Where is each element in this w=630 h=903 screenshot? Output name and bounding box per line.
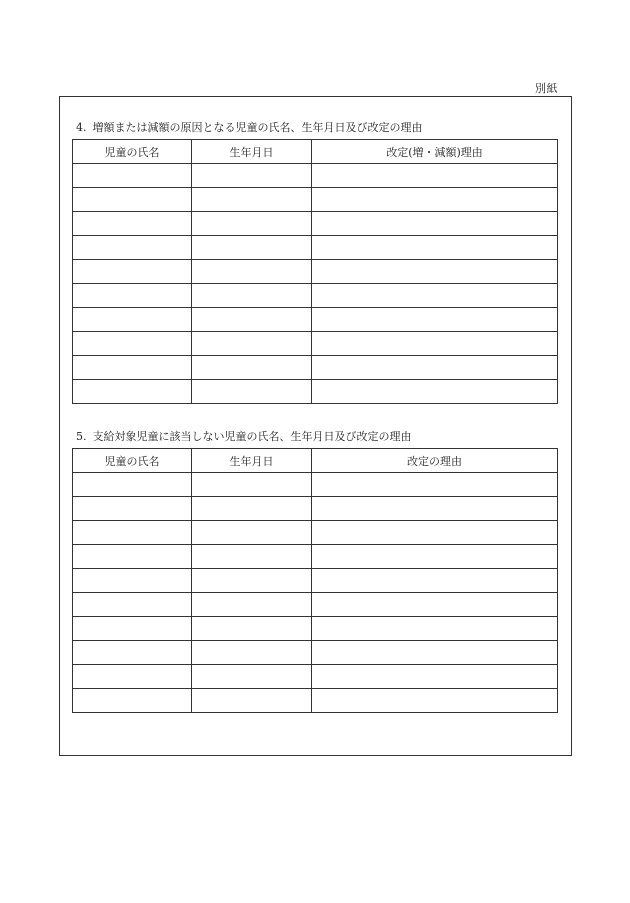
table-row — [73, 212, 558, 236]
child-name-cell[interactable] — [73, 356, 192, 380]
section-5-title — [76, 430, 412, 444]
section-5-number: 5. — [76, 430, 87, 443]
revision-reason-cell[interactable] — [312, 236, 558, 260]
birth-date-cell[interactable] — [192, 212, 312, 236]
child-name-cell[interactable] — [73, 521, 192, 545]
child-name-cell[interactable] — [73, 497, 192, 521]
section-4-title-text: 増額または減額の原因となる児童の氏名、生年月日及び改定の理由 — [92, 121, 423, 134]
revision-reason-cell[interactable] — [312, 380, 558, 404]
revision-reason-cell[interactable] — [312, 212, 558, 236]
child-name-cell[interactable] — [73, 545, 192, 569]
revision-reason-cell[interactable] — [312, 689, 558, 713]
child-name-cell[interactable] — [73, 332, 192, 356]
section-5-header-row — [73, 449, 558, 473]
table-row — [73, 473, 558, 497]
section-5-title-text: 支給対象児童に該当しない児童の氏名、生年月日及び改定の理由 — [92, 430, 412, 443]
table-row — [73, 380, 558, 404]
revision-reason-cell[interactable] — [312, 260, 558, 284]
birth-date-cell[interactable] — [192, 545, 312, 569]
table-row — [73, 308, 558, 332]
birth-date-cell[interactable] — [192, 188, 312, 212]
table-row — [73, 665, 558, 689]
section-5-table — [72, 448, 558, 713]
child-name-cell[interactable] — [73, 212, 192, 236]
child-name-cell[interactable] — [73, 236, 192, 260]
revision-reason-cell[interactable] — [312, 164, 558, 188]
child-name-cell[interactable] — [73, 641, 192, 665]
header-birth-date: 生年月日 — [192, 140, 312, 164]
table-row — [73, 260, 558, 284]
child-name-cell[interactable] — [73, 260, 192, 284]
table-row — [73, 617, 558, 641]
revision-reason-cell[interactable] — [312, 641, 558, 665]
birth-date-cell[interactable] — [192, 332, 312, 356]
header-child-name: 児童の氏名 — [73, 449, 192, 473]
birth-date-cell[interactable] — [192, 497, 312, 521]
table-row — [73, 332, 558, 356]
child-name-cell[interactable] — [73, 284, 192, 308]
header-birth-date: 生年月日 — [192, 449, 312, 473]
table-row — [73, 356, 558, 380]
revision-reason-cell[interactable] — [312, 308, 558, 332]
table-row — [73, 497, 558, 521]
birth-date-cell[interactable] — [192, 164, 312, 188]
child-name-cell[interactable] — [73, 164, 192, 188]
child-name-cell[interactable] — [73, 473, 192, 497]
table-row — [73, 164, 558, 188]
table-row — [73, 236, 558, 260]
revision-reason-cell[interactable] — [312, 521, 558, 545]
birth-date-cell[interactable] — [192, 689, 312, 713]
child-name-cell[interactable] — [73, 593, 192, 617]
birth-date-cell[interactable] — [192, 380, 312, 404]
birth-date-cell[interactable] — [192, 641, 312, 665]
birth-date-cell[interactable] — [192, 284, 312, 308]
birth-date-cell[interactable] — [192, 593, 312, 617]
revision-reason-cell[interactable] — [312, 284, 558, 308]
birth-date-cell[interactable] — [192, 521, 312, 545]
child-name-cell[interactable] — [73, 188, 192, 212]
birth-date-cell[interactable] — [192, 569, 312, 593]
revision-reason-cell[interactable] — [312, 569, 558, 593]
child-name-cell[interactable] — [73, 617, 192, 641]
child-name-cell[interactable] — [73, 380, 192, 404]
table-row — [73, 284, 558, 308]
table-row — [73, 569, 558, 593]
revision-reason-cell[interactable] — [312, 617, 558, 641]
table-row — [73, 641, 558, 665]
revision-reason-cell[interactable] — [312, 332, 558, 356]
header-revision-reason: 改定の理由 — [312, 449, 558, 473]
birth-date-cell[interactable] — [192, 617, 312, 641]
child-name-cell[interactable] — [73, 665, 192, 689]
table-row — [73, 188, 558, 212]
table-row — [73, 521, 558, 545]
revision-reason-cell[interactable] — [312, 665, 558, 689]
section-4-table — [72, 139, 558, 404]
section-4-header-row — [73, 140, 558, 164]
section-4-title — [76, 121, 423, 135]
header-child-name: 児童の氏名 — [73, 140, 192, 164]
revision-reason-cell[interactable] — [312, 473, 558, 497]
birth-date-cell[interactable] — [192, 473, 312, 497]
revision-reason-cell[interactable] — [312, 356, 558, 380]
section-4-number: 4. — [76, 121, 87, 134]
child-name-cell[interactable] — [73, 308, 192, 332]
child-name-cell[interactable] — [73, 689, 192, 713]
table-row — [73, 545, 558, 569]
attachment-label: 別紙 — [535, 82, 558, 95]
child-name-cell[interactable] — [73, 569, 192, 593]
revision-reason-cell[interactable] — [312, 593, 558, 617]
birth-date-cell[interactable] — [192, 236, 312, 260]
table-row — [73, 689, 558, 713]
revision-reason-cell[interactable] — [312, 545, 558, 569]
revision-reason-cell[interactable] — [312, 497, 558, 521]
birth-date-cell[interactable] — [192, 260, 312, 284]
birth-date-cell[interactable] — [192, 308, 312, 332]
birth-date-cell[interactable] — [192, 356, 312, 380]
table-row — [73, 593, 558, 617]
revision-reason-cell[interactable] — [312, 188, 558, 212]
header-revision-reason: 改定(増・減額)理由 — [312, 140, 558, 164]
birth-date-cell[interactable] — [192, 665, 312, 689]
